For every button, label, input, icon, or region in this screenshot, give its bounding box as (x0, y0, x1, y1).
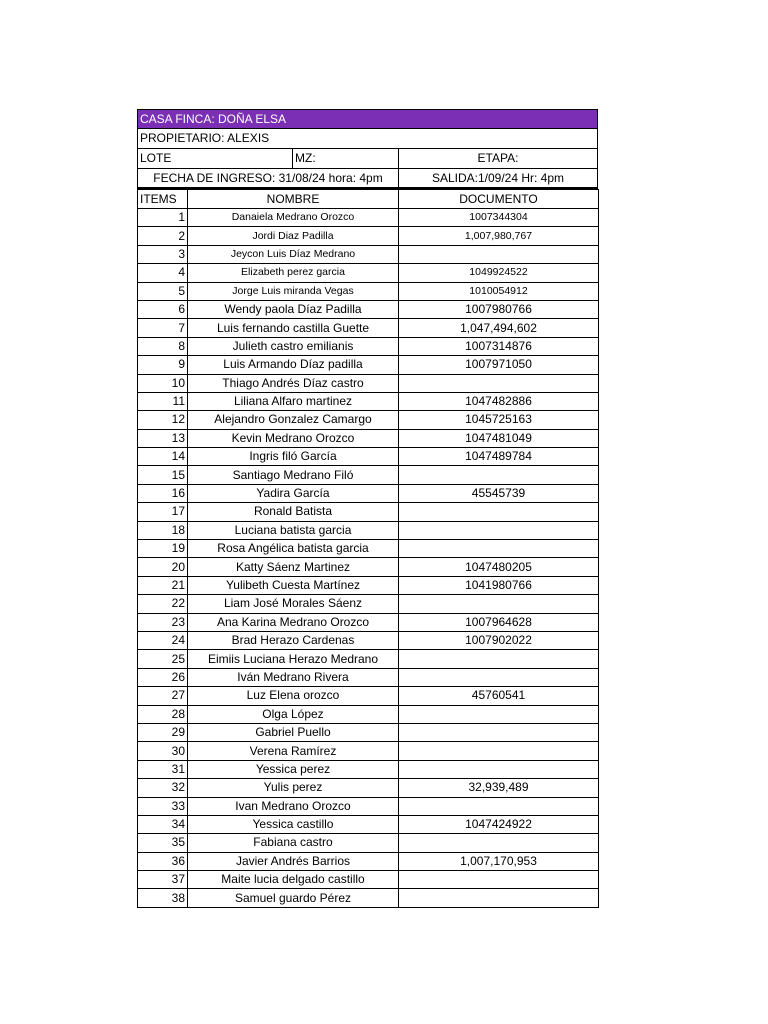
guest-document: 1047424922 (399, 815, 599, 833)
item-number: 25 (138, 650, 188, 668)
guest-name: Iván Medrano Rivera (188, 668, 399, 686)
item-number: 38 (138, 889, 188, 907)
guest-name: Yessica perez (188, 760, 399, 778)
salida-label: SALIDA:1/09/24 Hr: 4pm (431, 171, 565, 185)
guest-name: Katty Sáenz Martinez (188, 558, 399, 576)
table-row (138, 834, 599, 852)
item-number: 32 (138, 779, 188, 797)
guest-document: 1047489784 (399, 448, 599, 466)
guest-name: Alejandro Gonzalez Camargo (188, 411, 399, 429)
guest-document (399, 742, 599, 760)
table-row (138, 282, 599, 300)
table-row (138, 742, 599, 760)
item-number: 28 (138, 705, 188, 723)
mz-label: MZ: (293, 149, 399, 168)
item-number: 1 (138, 209, 188, 227)
guest-name: Brad Herazo Cardenas (188, 631, 399, 649)
guest-document: 1007980766 (399, 300, 599, 318)
guest-document (399, 723, 599, 741)
guest-name: Maite lucia delgado castillo (188, 871, 399, 889)
item-number: 10 (138, 374, 188, 392)
table-row (138, 356, 599, 374)
table-row (138, 521, 599, 539)
guest-document (399, 797, 599, 815)
table-body (138, 209, 599, 908)
guest-name: Liam José Morales Sáenz (188, 595, 399, 613)
item-number: 2 (138, 227, 188, 245)
guest-document (399, 871, 599, 889)
table-row (138, 595, 599, 613)
guest-name: Ivan Medrano Orozco (188, 797, 399, 815)
table-row (138, 540, 599, 558)
guest-name: Yadira García (188, 484, 399, 502)
item-number: 30 (138, 742, 188, 760)
item-number: 13 (138, 429, 188, 447)
table-row (138, 558, 599, 576)
guest-document: 1047480205 (399, 558, 599, 576)
item-number: 34 (138, 815, 188, 833)
guest-name: Thiago Andrés Díaz castro (188, 374, 399, 392)
item-number: 5 (138, 282, 188, 300)
guest-name: Jordi Diaz Padilla (188, 227, 399, 245)
guest-document (399, 503, 599, 521)
item-number: 37 (138, 871, 188, 889)
table-row (138, 705, 599, 723)
item-number: 12 (138, 411, 188, 429)
guest-name: Ana Karina Medrano Orozco (188, 613, 399, 631)
item-number: 29 (138, 723, 188, 741)
guest-document: 1,047,494,602 (399, 319, 599, 337)
dates-row (137, 169, 598, 189)
table-row (138, 631, 599, 649)
guest-document (399, 521, 599, 539)
item-number: 4 (138, 264, 188, 282)
item-number: 24 (138, 631, 188, 649)
table-row (138, 484, 599, 502)
guest-name: Yulibeth Cuesta Martínez (188, 576, 399, 594)
guest-document: 1049924522 (399, 264, 599, 282)
table-row (138, 797, 599, 815)
table-row (138, 374, 599, 392)
guest-name: Olga López (188, 705, 399, 723)
guest-document (399, 834, 599, 852)
guest-document (399, 245, 599, 263)
guest-document: 1047482886 (399, 392, 599, 410)
guest-name: Gabriel Puello (188, 723, 399, 741)
guest-document: 45760541 (399, 687, 599, 705)
table-header-row (138, 190, 599, 209)
guest-document: 1010054912 (399, 282, 599, 300)
item-number: 8 (138, 337, 188, 355)
item-number: 3 (138, 245, 188, 263)
guest-name: Rosa Angélica batista garcia (188, 540, 399, 558)
guest-name: Samuel guardo Pérez (188, 889, 399, 907)
table-row (138, 466, 599, 484)
guest-name: Danaiela Medrano Orozco (188, 209, 399, 227)
guest-document: 1041980766 (399, 576, 599, 594)
item-number: 26 (138, 668, 188, 686)
table-row (138, 411, 599, 429)
guest-document: 1045725163 (399, 411, 599, 429)
guest-name: Luis fernando castilla Guette (188, 319, 399, 337)
guest-table (137, 189, 599, 908)
item-number: 20 (138, 558, 188, 576)
guest-document (399, 760, 599, 778)
column-header-items: ITEMS (138, 190, 188, 209)
item-number: 23 (138, 613, 188, 631)
table-row (138, 227, 599, 245)
fecha-ingreso-label: FECHA DE INGRESO: 31/08/24 hora: 4pm (138, 169, 399, 187)
item-number: 9 (138, 356, 188, 374)
item-number: 27 (138, 687, 188, 705)
table-row (138, 613, 599, 631)
guest-document: 45545739 (399, 484, 599, 502)
item-number: 14 (138, 448, 188, 466)
guest-name: Elizabeth perez garcia (188, 264, 399, 282)
table-row (138, 503, 599, 521)
table-row (138, 852, 599, 870)
column-header-documento: DOCUMENTO (399, 190, 599, 209)
guest-name: Yessica castillo (188, 815, 399, 833)
guest-document: 1007344304 (399, 209, 599, 227)
guest-document (399, 540, 599, 558)
guest-name: Eimiis Luciana Herazo Medrano (188, 650, 399, 668)
guest-document: 1007964628 (399, 613, 599, 631)
column-header-nombre: NOMBRE (188, 190, 399, 209)
guest-name: Jeycon Luis Díaz Medrano (188, 245, 399, 263)
guest-name: Jorge Luis miranda Vegas (188, 282, 399, 300)
table-row (138, 245, 599, 263)
lote-row (137, 149, 598, 169)
guest-document (399, 650, 599, 668)
table-row (138, 815, 599, 833)
guest-name: Luz Elena orozco (188, 687, 399, 705)
item-number: 6 (138, 300, 188, 318)
guest-name: Luis Armando Díaz padilla (188, 356, 399, 374)
table-row (138, 889, 599, 907)
table-row (138, 668, 599, 686)
table-row (138, 448, 599, 466)
guest-document: 1007902022 (399, 631, 599, 649)
item-number: 16 (138, 484, 188, 502)
item-number: 18 (138, 521, 188, 539)
guest-document: 1,007,170,953 (399, 852, 599, 870)
table-row (138, 779, 599, 797)
table-row (138, 264, 599, 282)
etapa-label: ETAPA: (477, 151, 519, 165)
item-number: 15 (138, 466, 188, 484)
table-row (138, 209, 599, 227)
lote-label: LOTE (138, 149, 293, 168)
table-row (138, 687, 599, 705)
item-number: 17 (138, 503, 188, 521)
item-number: 21 (138, 576, 188, 594)
guest-name: Luciana batista garcia (188, 521, 399, 539)
guest-document: 1007971050 (399, 356, 599, 374)
table-row (138, 723, 599, 741)
item-number: 31 (138, 760, 188, 778)
guest-list-sheet (137, 109, 598, 908)
table-row (138, 650, 599, 668)
guest-name: Ronald Batista (188, 503, 399, 521)
guest-document (399, 595, 599, 613)
guest-name: Julieth castro emilianis (188, 337, 399, 355)
guest-name: Kevin Medrano Orozco (188, 429, 399, 447)
guest-document (399, 668, 599, 686)
table-row (138, 392, 599, 410)
table-row (138, 337, 599, 355)
guest-document: 1047481049 (399, 429, 599, 447)
table-row (138, 760, 599, 778)
guest-name: Santiago Medrano Filó (188, 466, 399, 484)
table-row (138, 429, 599, 447)
guest-name: Verena Ramírez (188, 742, 399, 760)
item-number: 36 (138, 852, 188, 870)
guest-document (399, 889, 599, 907)
table-row (138, 871, 599, 889)
guest-document (399, 705, 599, 723)
guest-name: Yulis perez (188, 779, 399, 797)
item-number: 33 (138, 797, 188, 815)
item-number: 19 (138, 540, 188, 558)
item-number: 7 (138, 319, 188, 337)
table-row (138, 576, 599, 594)
guest-document (399, 374, 599, 392)
guest-document (399, 466, 599, 484)
item-number: 35 (138, 834, 188, 852)
table-row (138, 300, 599, 318)
guest-name: Javier Andrés Barrios (188, 852, 399, 870)
guest-name: Fabiana castro (188, 834, 399, 852)
guest-document: 1,007,980,767 (399, 227, 599, 245)
propietario-label: PROPIETARIO: ALEXIS (137, 129, 598, 149)
guest-document: 32,939,489 (399, 779, 599, 797)
item-number: 22 (138, 595, 188, 613)
guest-name: Liliana Alfaro martinez (188, 392, 399, 410)
table-row (138, 319, 599, 337)
item-number: 11 (138, 392, 188, 410)
guest-document: 1007314876 (399, 337, 599, 355)
guest-name: Wendy paola Díaz Padilla (188, 300, 399, 318)
casa-finca-title: CASA FINCA: DOÑA ELSA (137, 109, 598, 129)
guest-name: Ingris filó García (188, 448, 399, 466)
